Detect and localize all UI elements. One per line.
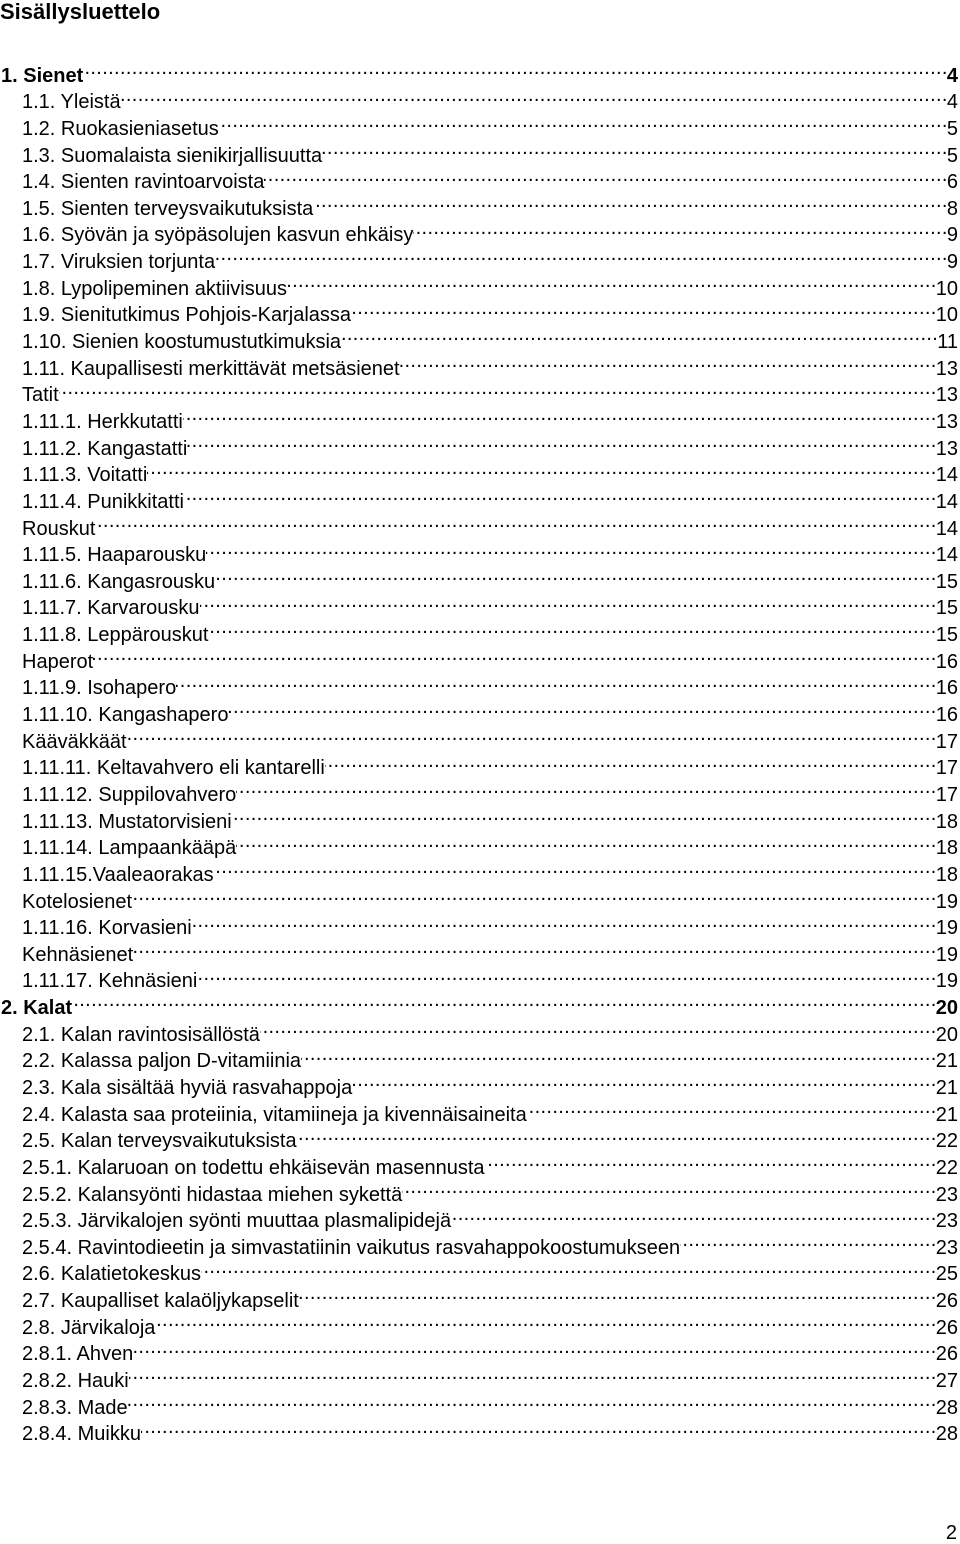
toc-entry-page: 25 [935,1263,958,1286]
toc-entry-label: 2.8.3. Made [22,1396,128,1419]
toc-entry-label: 2.5.2. Kalansyönti hidastaa miehen sykettä [22,1183,403,1206]
dot-leader [206,535,936,562]
toc-entry-page: 14 [935,464,958,487]
toc-entry-label: 2.5.3. Järvikalojen syönti muuttaa plasmalipidejä [22,1210,452,1233]
toc-entry[interactable] [0,508,960,540]
toc-entry-page: 13 [935,357,958,380]
toc-entry[interactable] [0,641,960,673]
toc-entry-label: 1.1. Yleistä [22,91,121,114]
dot-leader [400,348,936,375]
dot-leader [192,908,936,935]
toc-entry-label: 2.6. Kalatietokeskus [22,1263,201,1286]
toc-entry-page: 15 [935,624,958,647]
toc-entry-label: 1.11.6. Kangasrousku [22,570,216,593]
toc-entry-page: 13 [935,410,958,433]
dot-leader [128,1387,936,1414]
toc-entry[interactable] [0,721,960,753]
toc-entry-page: 14 [935,490,958,513]
toc-entry-label: 1.11.12. Suppilovahvero [22,783,237,806]
toc-entry[interactable] [0,1360,960,1393]
toc-entry-page: 5 [946,144,958,167]
page-title: Sisällysluettelo [0,0,161,24]
dot-leader [301,1041,936,1068]
toc-entry-page: 27 [935,1370,958,1393]
toc-entry[interactable] [0,1414,960,1446]
dot-leader [287,268,936,295]
toc-entry[interactable] [0,535,960,567]
dot-leader [176,668,936,695]
toc-entry-label: 1.11.4. Punikkitatti [22,490,184,513]
toc-entry-label: 1.11.16. Korvasieni [22,917,192,940]
dot-leader [121,82,947,109]
toc-entry[interactable] [0,1334,960,1366]
dot-leader [680,1227,936,1254]
toc-entry-label: 1.9. Sienitutkimus Pohjois-Karjalassa [22,304,352,327]
toc-entry-page: 15 [935,597,958,620]
toc-entry-label: 2.5.1. Kalaruoan on todettu ehkäisevän masennusta [22,1156,485,1179]
toc-entry[interactable] [0,934,960,966]
toc-entry-page: 23 [935,1210,958,1233]
dot-leader [236,828,936,855]
dot-leader [264,162,947,189]
toc-entry-label: 1.6. Syövän ja syöpäsolujen kasvun ehkäisy [22,224,414,247]
toc-entry-page: 26 [935,1316,958,1339]
toc-entry[interactable] [0,1387,960,1419]
dot-leader [219,108,947,135]
toc-entry-page: 10 [935,277,958,300]
dot-leader [200,588,936,615]
toc-entry-page: 18 [935,837,958,860]
toc-entry-label: 1.11.11. Keltavahvero eli kantarelli [22,757,325,780]
toc-entry-page: 10 [935,304,958,327]
dot-leader [133,1334,936,1361]
toc-entry-page: 5 [946,117,958,140]
toc-entry-label: 1.10. Sienien koostumustutkimuksia [22,331,342,354]
toc-entry-page: 16 [935,677,958,700]
dot-leader [129,1360,936,1387]
dot-leader [451,1201,936,1228]
toc-entry-label: 2.1. Kalan ravintosisällöstä [22,1023,260,1046]
toc-entry[interactable] [0,748,960,780]
dot-leader [402,1174,936,1201]
toc-entry-page: 20 [935,997,958,1020]
toc-entry-page: 21 [935,1103,958,1126]
toc-entry-label: 2.4. Kalasta saa proteiinia, vitamiineja ja kivennäisaineita [22,1103,527,1126]
toc-entry-page: 21 [935,1050,958,1073]
toc-entry-label: 2. Kalat [1,997,73,1020]
toc-entry-page: 19 [935,970,958,993]
toc-entry-page: 13 [935,384,958,407]
dot-leader [214,854,936,881]
toc-entry[interactable] [0,108,960,140]
toc-entry[interactable] [0,961,960,993]
toc-entry-label: 1.8. Lypolipeminen aktiivisuus [22,277,287,300]
dot-leader [184,481,936,508]
dot-leader [527,1094,936,1121]
toc-entry-page: 17 [935,783,958,806]
toc-entry-page: 11 [937,331,958,354]
dot-leader [197,961,935,988]
toc-entry-label: 1.4. Sienten ravintoarvoista [22,171,265,194]
dot-leader [155,1307,935,1334]
toc-entry-label: 2.8.4. Muikku [22,1423,141,1446]
toc-entry-label: Kehnäsienet [22,943,134,966]
dot-leader [183,401,936,428]
toc-entry[interactable] [0,55,960,87]
dot-leader [232,801,936,828]
toc-entry-page: 16 [935,650,958,673]
toc-entry-label: 1.11.10. Kangashapero [22,704,229,727]
toc-entry-label: 2.5. Kalan terveysvaikutuksista [22,1130,297,1153]
dot-leader [351,295,936,322]
toc-entry-label: 1.11.14. Lampaankääpä [22,837,237,860]
toc-entry-page: 26 [935,1343,958,1366]
toc-entry-page: 22 [935,1130,958,1153]
toc-entry-page: 23 [935,1236,958,1259]
dot-leader [141,1414,936,1441]
toc-entry-label: 1.11.8. Leppärouskut [22,624,209,647]
dot-leader [322,135,947,162]
toc-entry-page: 4 [946,64,958,87]
toc-entry-label: 2.3. Kala sisältää hyviä rasvahappoja [22,1076,353,1099]
toc-entry[interactable] [0,908,960,940]
dot-leader [228,694,935,721]
toc-entry-label: 1.2. Ruokasieniasetus [22,117,219,140]
toc-entry-label: 2.8.2. Hauki [22,1370,129,1393]
dot-leader [260,1014,936,1041]
toc-entry-label: Kääväkkäät [22,730,127,753]
toc-entry-page: 28 [935,1423,958,1446]
toc-entry-label: 2.7. Kaupalliset kalaöljykapselit [22,1290,299,1313]
toc-entry[interactable] [0,1014,960,1046]
table-of-contents [0,55,960,1446]
toc-entry-page: 14 [935,517,958,540]
dot-leader [485,1147,936,1174]
toc-entry-label: 1.11.13. Mustatorvisieni [22,810,232,833]
dot-leader [187,428,935,455]
dot-leader [299,1280,936,1307]
toc-entry-label: 2.5.4. Ravintodieetin ja simvastatiinin vaikutus rasvahappokoostumukseen [22,1236,681,1259]
toc-entry-label: 1.7. Viruksien torjunta [22,251,216,274]
dot-leader [341,321,937,348]
dot-leader [413,215,947,242]
toc-entry[interactable] [0,82,960,114]
toc-entry-page: 16 [935,704,958,727]
dot-leader [95,508,935,535]
dot-leader [208,614,935,641]
dot-leader [201,1254,936,1281]
dot-leader [72,987,936,1014]
dot-leader [325,748,936,775]
toc-entry-label: 1.3. Suomalaista sienikirjallisuutta [22,144,323,167]
toc-entry-page: 20 [935,1023,958,1046]
toc-entry-page: 18 [935,810,958,833]
dot-leader [93,641,936,668]
toc-entry-label: 1.11.7. Karvarousku [22,597,200,620]
toc-entry-page: 19 [935,917,958,940]
toc-entry-page: 6 [946,171,958,194]
toc-entry-label: 2.8.1. Ahven [22,1343,134,1366]
toc-entry-label: 1.11.9. Isohapero [22,677,177,700]
toc-entry[interactable] [0,668,960,700]
dot-leader [215,241,947,268]
toc-entry-page: 8 [946,197,958,220]
toc-entry-page: 26 [935,1290,958,1313]
toc-entry-page: 13 [935,437,958,460]
toc-entry-label: 1.5. Sienten terveysvaikutuksista [22,197,314,220]
toc-entry-page: 4 [946,91,958,114]
dot-leader [83,55,947,82]
dot-leader [127,721,936,748]
toc-entry-page: 28 [935,1396,958,1419]
toc-entry-label: 1.11.3. Voitatti [22,464,148,487]
toc-entry-label: 2.2. Kalassa paljon D-vitamiinia [22,1050,302,1073]
toc-entry-label: 1.11.17. Kehnäsieni [22,970,198,993]
dot-leader [297,1121,936,1148]
toc-entry-label: Rouskut [22,517,96,540]
toc-entry-page: 17 [935,730,958,753]
toc-entry-label: 1.11.5. Haaparousku [22,544,207,567]
dot-leader [236,774,936,801]
toc-entry[interactable] [0,881,960,913]
toc-entry-page: 22 [935,1156,958,1179]
toc-entry-page: 15 [935,570,958,593]
toc-entry-page: 9 [946,224,958,247]
toc-entry-page: 9 [946,251,958,274]
toc-entry-label: Kotelosienet [22,890,133,913]
dot-leader [132,881,936,908]
dot-leader [133,934,936,961]
toc-entry-label: Haperot [22,650,94,673]
dot-leader [147,455,935,482]
toc-entry-label: 1.11.2. Kangastatti [22,437,188,460]
toc-entry-page: 17 [935,757,958,780]
dot-leader [352,1067,936,1094]
toc-entry-label: 2.8. Järvikaloja [22,1316,156,1339]
toc-entry-page: 14 [935,544,958,567]
toc-entry-label: Tatit [22,384,59,407]
toc-entry-label: 1. Sienet [1,64,84,87]
toc-entry-label: 1.11.15.Vaaleaorakas [22,863,214,886]
toc-entry-page: 19 [935,890,958,913]
toc-entry[interactable] [0,401,960,433]
toc-entry-label: 1.11. Kaupallisesti merkittävät metsäsienet [22,357,400,380]
page-number: 2 [945,1522,957,1544]
toc-entry-label: 1.11.1. Herkkutatti [22,410,183,433]
dot-leader [59,375,936,402]
toc-entry[interactable] [0,375,960,407]
toc-entry-page: 21 [935,1076,958,1099]
toc-entry-page: 18 [935,863,958,886]
toc-entry-page: 19 [935,943,958,966]
dot-leader [313,188,947,215]
toc-entry[interactable] [0,987,960,1020]
dot-leader [215,561,936,588]
toc-entry-page: 23 [935,1183,958,1206]
